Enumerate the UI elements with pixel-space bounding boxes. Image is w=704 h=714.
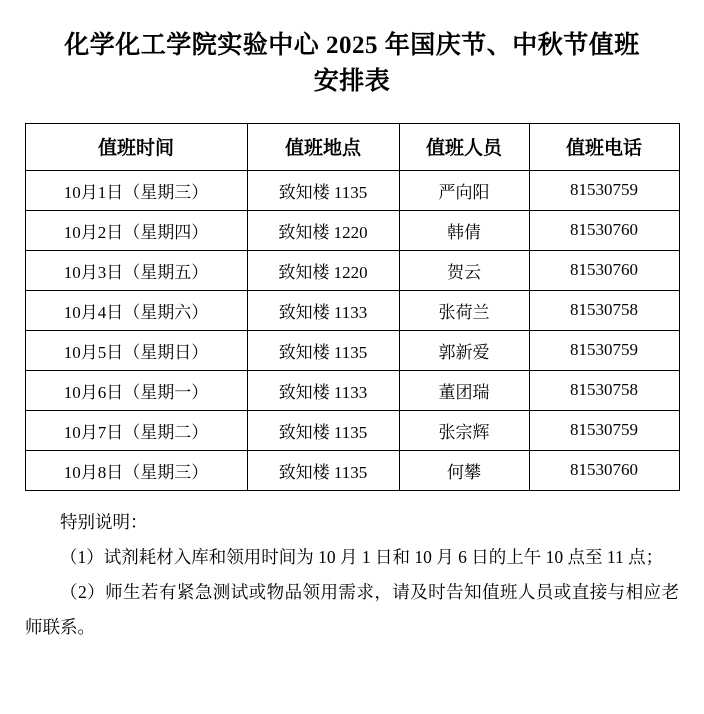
- cell-duty-place: 致知楼 1135: [247, 170, 399, 210]
- notes-section: [25, 505, 679, 645]
- cell-duty-phone: 81530759: [529, 410, 679, 450]
- cell-duty-place: 致知楼 1135: [247, 410, 399, 450]
- table-row: [25, 410, 679, 450]
- cell-duty-person: 郭新爱: [399, 330, 529, 370]
- table-header-row: [25, 123, 679, 170]
- cell-duty-person: 何攀: [399, 450, 529, 490]
- cell-duty-time: 10月7日（星期二）: [25, 410, 247, 450]
- table-row: [25, 210, 679, 250]
- cell-duty-phone: 81530760: [529, 210, 679, 250]
- cell-duty-place: 致知楼 1220: [247, 250, 399, 290]
- cell-duty-time: 10月5日（星期日）: [25, 330, 247, 370]
- page-title: 化学化工学院实验中心 2025 年国庆节、中秋节值班安排表: [64, 32, 640, 96]
- cell-duty-phone: 81530760: [529, 450, 679, 490]
- cell-duty-time: 10月1日（星期三）: [25, 170, 247, 210]
- note-item-2: （2）师生若有紧急测试或物品领用需求，请及时告知值班人员或直接与相应老师联系。: [25, 581, 679, 637]
- cell-duty-phone: 81530759: [529, 330, 679, 370]
- cell-duty-person: 严向阳: [399, 170, 529, 210]
- table-row: [25, 170, 679, 210]
- table-row: [25, 290, 679, 330]
- cell-duty-place: 致知楼 1135: [247, 450, 399, 490]
- cell-duty-person: 董团瑞: [399, 370, 529, 410]
- cell-duty-time: 10月4日（星期六）: [25, 290, 247, 330]
- cell-duty-place: 致知楼 1133: [247, 370, 399, 410]
- note-item-1: （1）试剂耗材入库和领用时间为 10 月 1 日和 10 月 6 日的上午 10 点至 11 点；: [60, 546, 664, 567]
- column-header-duty-time: 值班时间: [25, 123, 247, 170]
- table-row: [25, 450, 679, 490]
- cell-duty-person: 张荷兰: [399, 290, 529, 330]
- duty-schedule-table: [25, 123, 680, 491]
- cell-duty-time: 10月6日（星期一）: [25, 370, 247, 410]
- column-header-duty-place: 值班地点: [247, 123, 399, 170]
- cell-duty-place: 致知楼 1135: [247, 330, 399, 370]
- cell-duty-time: 10月3日（星期五）: [25, 250, 247, 290]
- table-row: [25, 370, 679, 410]
- cell-duty-time: 10月8日（星期三）: [25, 450, 247, 490]
- cell-duty-person: 贺云: [399, 250, 529, 290]
- table-row: [25, 250, 679, 290]
- cell-duty-phone: 81530760: [529, 250, 679, 290]
- table-row: [25, 330, 679, 370]
- column-header-duty-phone: 值班电话: [529, 123, 679, 170]
- cell-duty-place: 致知楼 1133: [247, 290, 399, 330]
- cell-duty-phone: 81530759: [529, 170, 679, 210]
- cell-duty-phone: 81530758: [529, 370, 679, 410]
- cell-duty-phone: 81530758: [529, 290, 679, 330]
- cell-duty-place: 致知楼 1220: [247, 210, 399, 250]
- notes-heading: 特别说明：: [60, 511, 148, 532]
- cell-duty-person: 张宗辉: [399, 410, 529, 450]
- cell-duty-person: 韩倩: [399, 210, 529, 250]
- cell-duty-time: 10月2日（星期四）: [25, 210, 247, 250]
- column-header-duty-person: 值班人员: [399, 123, 529, 170]
